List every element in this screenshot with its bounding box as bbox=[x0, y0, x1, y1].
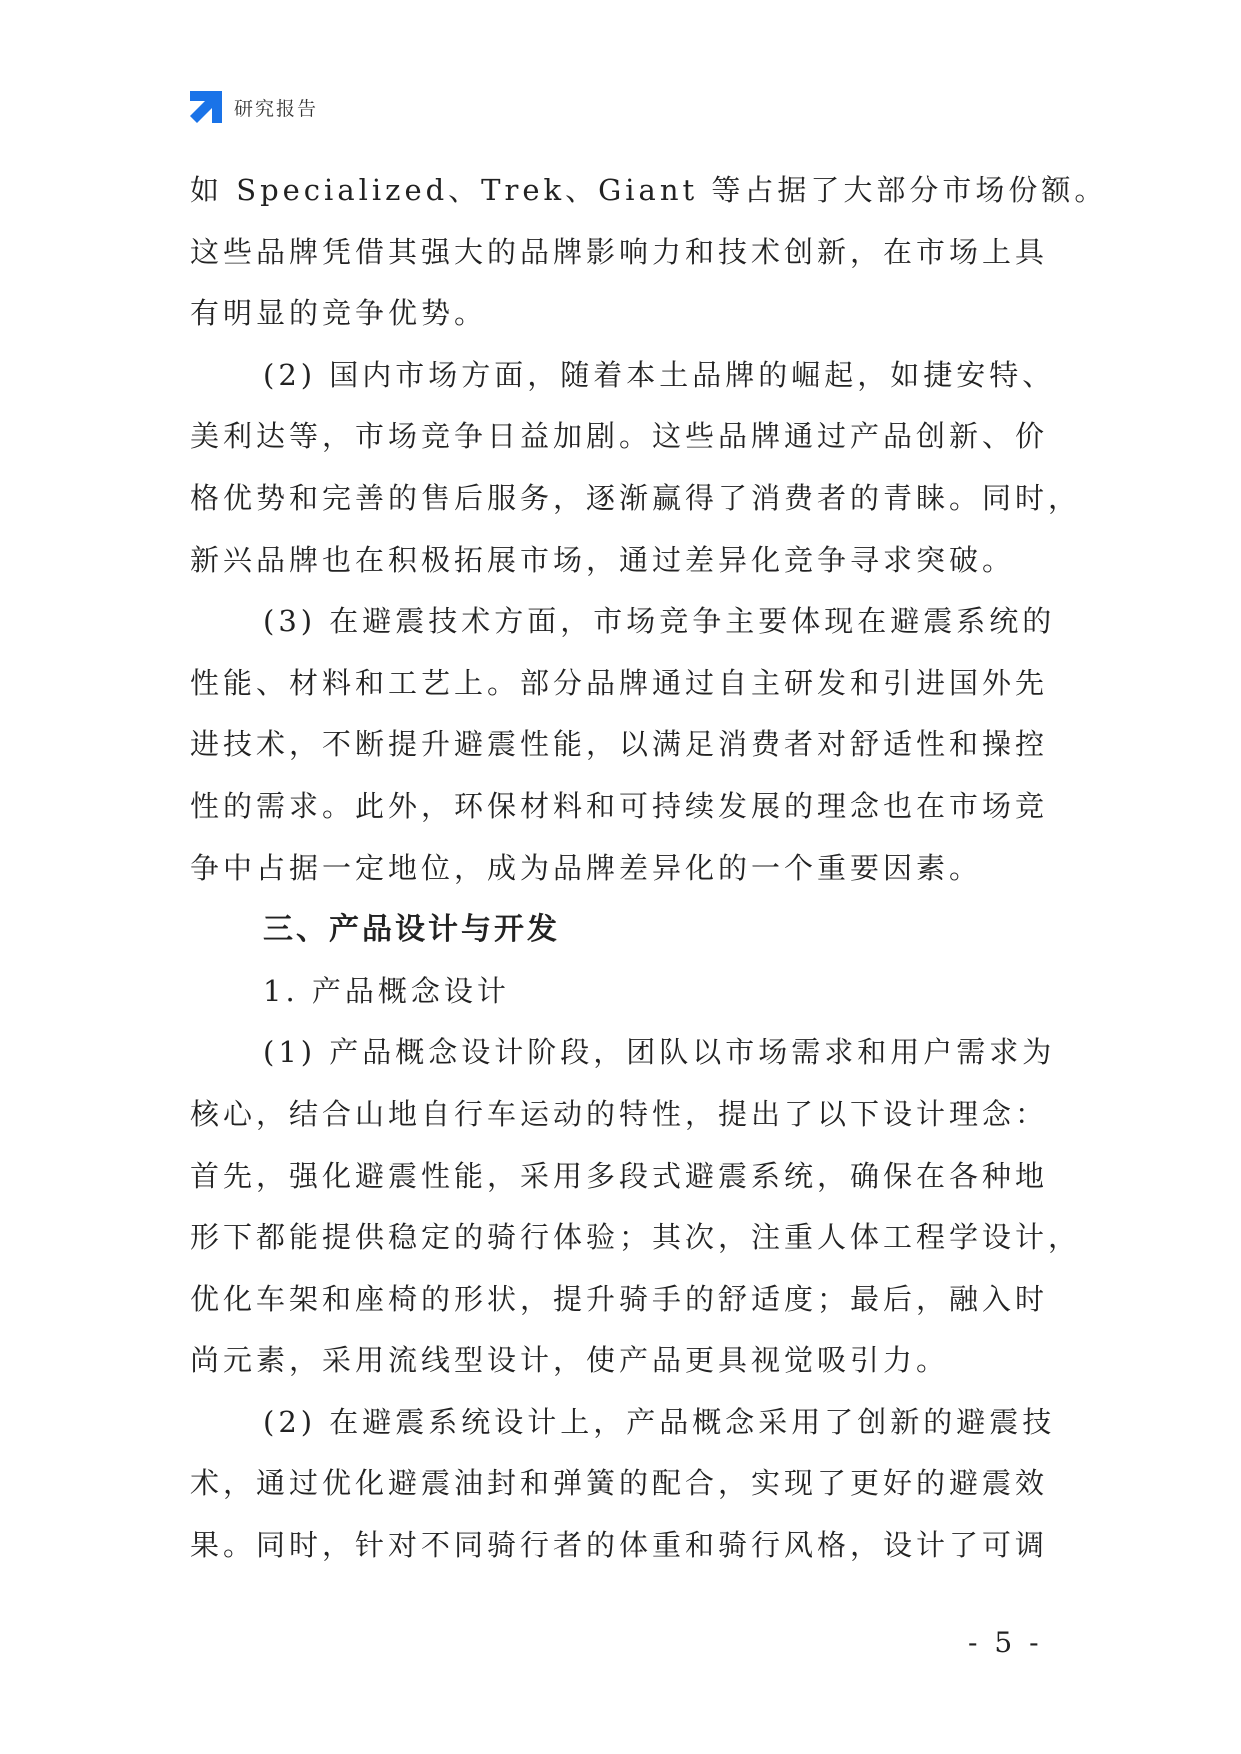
text-line: (2) 在避震系统设计上，产品概念采用了创新的避震技 bbox=[263, 1404, 1056, 1439]
subsection-heading: 1. 产品概念设计 bbox=[263, 973, 510, 1008]
paragraph-suspension-design bbox=[190, 1392, 1070, 1577]
text-line: 术，通过优化避震油封和弹簧的配合，实现了更好的避震效 bbox=[190, 1466, 1049, 1501]
text-line: 争中占据一定地位，成为品牌差异化的一个重要因素。 bbox=[190, 850, 983, 885]
page-header bbox=[190, 91, 318, 123]
paragraph-domestic-market bbox=[190, 345, 1082, 591]
paragraph-concept-design bbox=[190, 1022, 1082, 1392]
page-number: - 5 - bbox=[968, 1626, 1043, 1659]
text-line: (2) 国内市场方面，随着本土品牌的崛起，如捷安特、 bbox=[263, 357, 1056, 392]
text-line: 这些品牌凭借其强大的品牌影响力和技术创新，在市场上具 bbox=[190, 234, 1049, 269]
text-line: 格优势和完善的售后服务，逐渐赢得了消费者的青睐。同时， bbox=[190, 480, 1082, 515]
header-title: 研究报告 bbox=[234, 97, 319, 120]
text-line: 核心，结合山地自行车运动的特性，提出了以下设计理念： bbox=[190, 1096, 1049, 1131]
text-line: 有明显的竞争优势。 bbox=[190, 296, 488, 331]
text-line: 形下都能提供稳定的骑行体验；其次，注重人体工程学设计， bbox=[190, 1220, 1082, 1255]
text-line: 首先，强化避震性能，采用多段式避震系统，确保在各种地 bbox=[190, 1158, 1049, 1193]
text-line: 进技术，不断提升避震性能，以满足消费者对舒适性和操控 bbox=[190, 727, 1049, 762]
text-line: 性能、材料和工艺上。部分品牌通过自主研发和引进国外先 bbox=[190, 665, 1049, 700]
text-line: (3) 在避震技术方面，市场竞争主要体现在避震系统的 bbox=[263, 604, 1056, 639]
arrow-logo-icon bbox=[190, 91, 222, 123]
text-line: 新兴品牌也在积极拓展市场，通过差异化竞争寻求突破。 bbox=[190, 542, 1016, 577]
section-heading: 三、产品设计与开发 bbox=[263, 912, 560, 948]
document-body bbox=[190, 160, 1108, 1577]
text-line: 性的需求。此外，环保材料和可持续发展的理念也在市场竞 bbox=[190, 788, 1049, 823]
text-line: 果。同时，针对不同骑行者的体重和骑行风格，设计了可调 bbox=[190, 1528, 1049, 1563]
text-line: 优化车架和座椅的形状，提升骑手的舒适度；最后，融入时 bbox=[190, 1281, 1049, 1316]
text-line: (1) 产品概念设计阶段，团队以市场需求和用户需求为 bbox=[263, 1035, 1056, 1070]
text-line: 如 Specialized、Trek、Giant 等占据了大部分市场份额。 bbox=[190, 173, 1108, 207]
text-line: 尚元素，采用流线型设计，使产品更具视觉吸引力。 bbox=[190, 1343, 950, 1378]
text-line: 美利达等，市场竞争日益加剧。这些品牌通过产品创新、价 bbox=[190, 419, 1049, 454]
paragraph-suspension-tech bbox=[190, 591, 1070, 899]
paragraph-market-brands bbox=[190, 160, 1108, 345]
